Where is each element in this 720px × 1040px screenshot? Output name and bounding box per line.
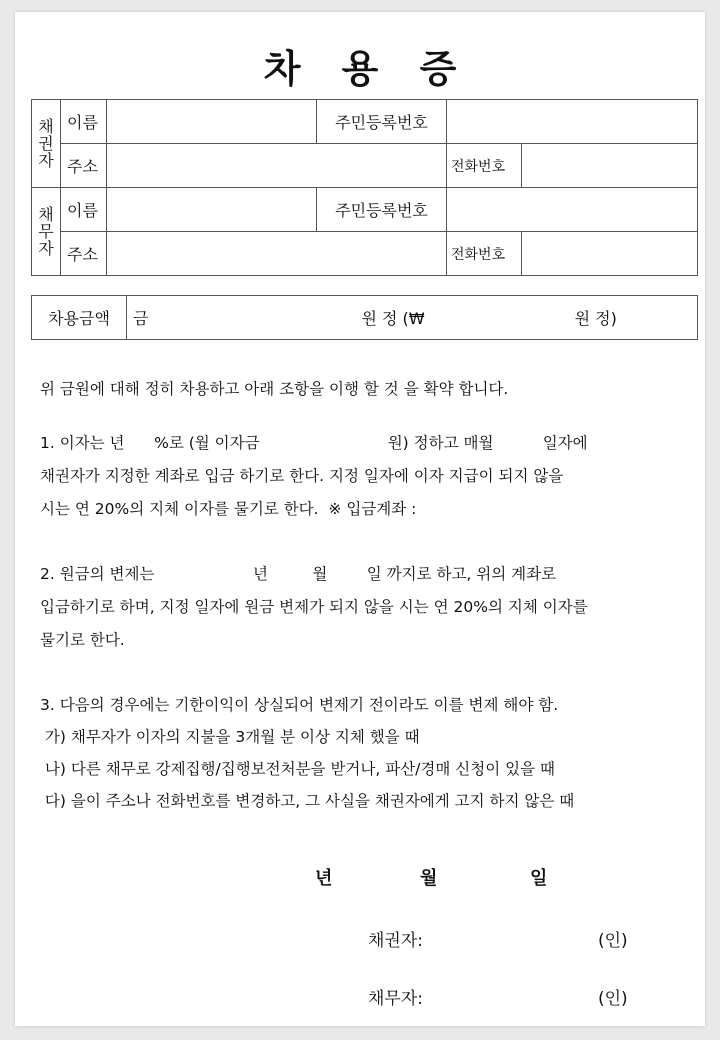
creditor-id-label: 주민등록번호: [317, 100, 447, 144]
creditor-phone-label: 전화번호: [447, 144, 522, 188]
clause3-item-b: 나) 다른 채무로 강제집행/집행보전처분을 받거나, 파산/경매 신청이 있을 때: [40, 760, 555, 778]
clause1-line2: 채권자가 지정한 계좌로 입금 하기로 한다. 지정 일자에 이자 지급이 되지 않을: [40, 467, 564, 485]
amount-won-close: 원 정): [574, 309, 617, 328]
amount-field[interactable]: [127, 296, 698, 340]
creditor-address-field[interactable]: [107, 144, 447, 188]
clause3-item-c: 다) 을이 주소나 전화번호를 변경하고, 그 사실을 채권자에게 고지 하지 않은 때: [40, 792, 575, 810]
debtor-seal: (인): [598, 989, 628, 1009]
clause2-line3: 물기로 한다.: [40, 631, 125, 649]
date-year-label: 년: [315, 868, 333, 889]
date-day-label: 일: [530, 868, 548, 889]
debtor-signature-label: 채무자:: [368, 989, 423, 1009]
clause2-line2: 입금하기로 하며, 지정 일자에 원금 변제가 되지 않을 시는 연 20%의 지체 이자를: [40, 598, 588, 616]
amount-won-label: 원 정 (₩: [361, 309, 425, 328]
creditor-signature-label: 채권자:: [368, 931, 423, 951]
parties-table: [31, 99, 698, 276]
debtor-phone-field[interactable]: [522, 232, 698, 276]
debtor-section-label: 채 무 자: [32, 188, 61, 276]
debtor-address-label: 주소: [61, 232, 107, 276]
debtor-address-field[interactable]: [107, 232, 447, 276]
amount-table: [31, 295, 698, 340]
creditor-phone-field[interactable]: [522, 144, 698, 188]
document-title: 차 용 증: [263, 47, 471, 91]
amount-label: 차용금액: [32, 296, 127, 340]
clause1-line1: 1. 이자는 년 %로 (월 이자금 원) 정하고 매월 일자에: [40, 434, 588, 452]
debtor-name-label: 이름: [61, 188, 107, 232]
creditor-address-label: 주소: [61, 144, 107, 188]
clause1-line3: 시는 연 20%의 지체 이자를 물기로 한다. ※ 입금계좌 :: [40, 500, 417, 518]
intro-text: 위 금원에 대해 정히 차용하고 아래 조항을 이행 할 것 을 확약 합니다.: [40, 380, 509, 398]
creditor-name-field[interactable]: [107, 100, 317, 144]
amount-prefix: 금: [133, 309, 149, 328]
debtor-id-label: 주민등록번호: [317, 188, 447, 232]
document-page: [15, 12, 705, 1026]
clause3-line1: 3. 다음의 경우에는 기한이익이 상실되어 변제기 전이라도 이를 변제 해야 함.: [40, 696, 559, 714]
creditor-section-label: 채 권 자: [32, 100, 61, 188]
creditor-name-label: 이름: [61, 100, 107, 144]
creditor-id-field[interactable]: [447, 100, 698, 144]
date-month-label: 월: [420, 868, 438, 889]
debtor-phone-label: 전화번호: [447, 232, 522, 276]
debtor-name-field[interactable]: [107, 188, 317, 232]
creditor-seal: (인): [598, 931, 628, 951]
clause3-item-a: 가) 채무자가 이자의 지불을 3개월 분 이상 지체 했을 때: [40, 728, 420, 746]
clause2-line1: 2. 원금의 변제는 년 월 일 까지로 하고, 위의 계좌로: [40, 565, 557, 583]
debtor-id-field[interactable]: [447, 188, 698, 232]
